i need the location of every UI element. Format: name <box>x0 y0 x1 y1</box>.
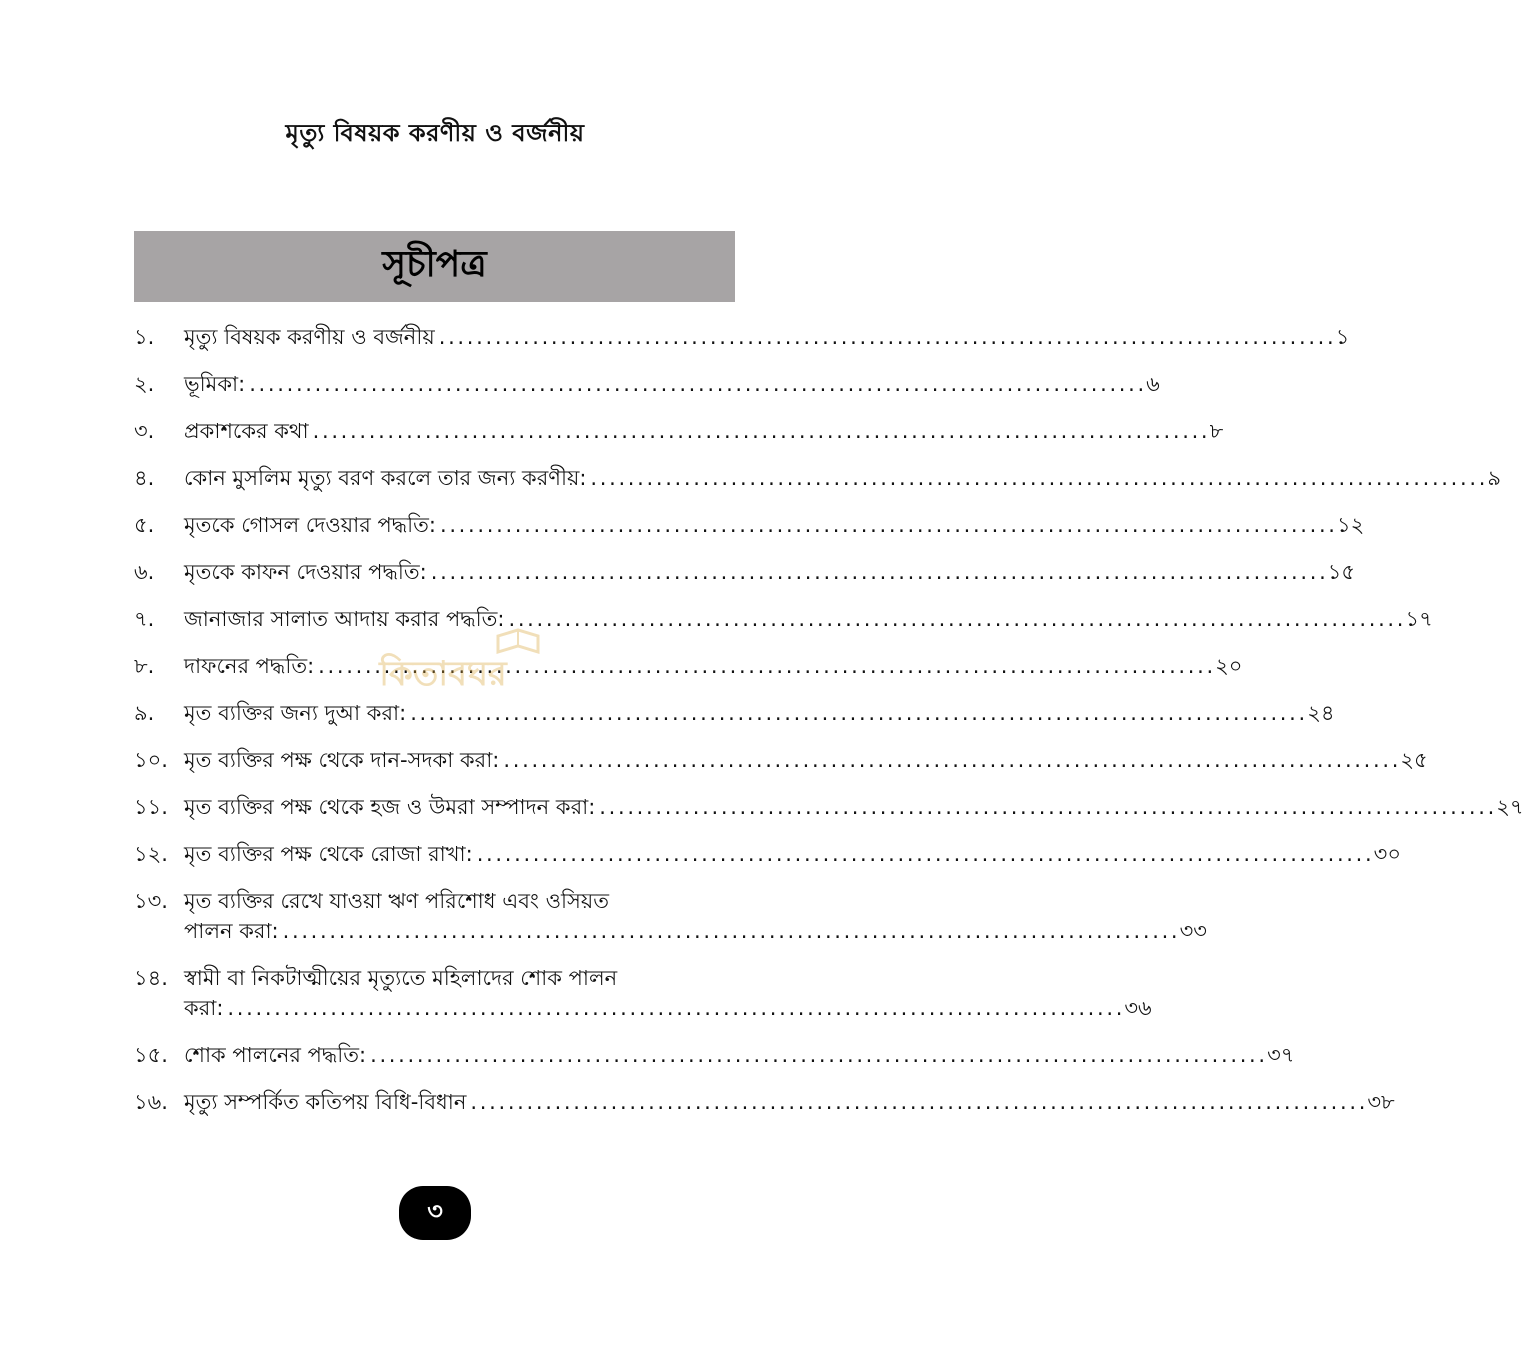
toc-entry-number: ২. <box>134 372 155 396</box>
toc-entry-title-line1: স্বামী বা নিকটাত্মীয়ের মৃত্যুতে মহিলাদের শোক পালন <box>184 966 618 990</box>
toc-entry-page: ৩৮ <box>1367 1090 1395 1114</box>
toc-entry-title: মৃতকে কাফন দেওয়ার পদ্ধতি: <box>184 560 427 584</box>
dot-leader <box>477 839 1370 869</box>
dot-leader <box>410 698 1303 728</box>
toc-entry-page: ৮ <box>1209 419 1224 443</box>
toc-entry-title: জানাজার সালাত আদায় করার পদ্ধতি: <box>184 607 505 631</box>
toc-entry-number: ৮. <box>134 654 155 678</box>
running-head: মৃত্যু বিষয়ক করণীয় ও বর্জনীয় <box>285 119 585 147</box>
toc-entry-number: ১৩. <box>134 889 168 913</box>
dot-leader <box>227 993 1120 1023</box>
toc-entry[interactable] <box>134 416 1224 446</box>
toc-entry-page: ৩৩ <box>1179 919 1207 943</box>
toc-entry[interactable] <box>134 839 1401 869</box>
toc-entry-page: ৩৭ <box>1267 1043 1295 1067</box>
toc-entry-title: প্রকাশকের কথা <box>184 419 309 443</box>
dot-leader <box>599 792 1492 822</box>
toc-entry[interactable] <box>134 792 1524 822</box>
toc-entry-page: ৯ <box>1487 466 1502 490</box>
toc-entry-page: ৩০ <box>1373 842 1401 866</box>
toc-entry-title: দাফনের পদ্ধতি: <box>184 654 315 678</box>
dot-leader <box>503 745 1396 775</box>
toc-entry[interactable] <box>134 1087 1395 1117</box>
toc-entry-title: শোক পালনের পদ্ধতি: <box>184 1043 367 1067</box>
toc-entry-page: ৬ <box>1146 372 1160 396</box>
toc-entry-page: ১ <box>1335 325 1350 349</box>
page-number: ৩ <box>427 1197 443 1225</box>
toc-entry[interactable] <box>134 322 1350 352</box>
dot-leader <box>470 1087 1363 1117</box>
dot-leader <box>508 604 1401 634</box>
toc-entry-number: ৫. <box>134 513 155 537</box>
toc-entry-title: মৃত ব্যক্তির পক্ষ থেকে দান-সদকা করা: <box>184 748 500 772</box>
toc-entry-number: ১২. <box>134 842 168 866</box>
toc-entry-title: করা: <box>184 996 224 1020</box>
toc-entry[interactable] <box>134 369 1160 399</box>
page-number-badge <box>399 1186 471 1240</box>
toc-entry-title: মৃত্যু সম্পর্কিত কতিপয় বিধি-বিধান <box>184 1090 467 1114</box>
toc-entry-page: ১২ <box>1336 513 1365 537</box>
dot-leader <box>249 369 1142 399</box>
toc-entry-title: মৃতকে গোসল দেওয়ার পদ্ধতি: <box>184 513 436 537</box>
dot-leader <box>440 510 1333 540</box>
toc-entry[interactable] <box>134 963 1152 1023</box>
toc-entry-page: ২৭ <box>1496 795 1524 819</box>
toc-entry-number: ৪. <box>134 466 155 490</box>
toc-entry-number: ১১. <box>134 795 168 819</box>
toc-entry-title: মৃত ব্যক্তির পক্ষ থেকে রোজা রাখা: <box>184 842 473 866</box>
toc-entry-title: কোন মুসলিম মৃত্যু বরণ করলে তার জন্য করণীয়: <box>184 466 587 490</box>
toc-entry-title: মৃত্যু বিষয়ক করণীয় ও বর্জনীয় <box>184 325 435 349</box>
toc-title: সূচীপত্র <box>382 243 487 285</box>
dot-leader <box>439 322 1332 352</box>
toc-entry-page: ১৭ <box>1405 607 1433 631</box>
toc-entry-number: ১০. <box>134 748 168 772</box>
toc-entry[interactable] <box>134 886 1207 946</box>
dot-leader <box>313 416 1206 446</box>
watermark-text: কিতাবঘর <box>379 654 507 694</box>
toc-entry-page: ২৪ <box>1307 701 1335 725</box>
toc-entry-number: ৯. <box>134 701 155 725</box>
toc-entry-number: ১. <box>134 325 155 349</box>
toc-entry[interactable] <box>134 510 1365 540</box>
toc-entry-title: মৃত ব্যক্তির পক্ষ থেকে হজ ও উমরা সম্পাদন করা: <box>184 795 596 819</box>
dot-leader <box>431 557 1324 587</box>
toc-entry-number: ১৪. <box>134 966 168 990</box>
toc-banner <box>134 231 735 302</box>
toc-entry-number: ১৬. <box>134 1090 168 1114</box>
dot-leader <box>283 916 1176 946</box>
toc-entry[interactable] <box>134 698 1335 728</box>
toc-entry-number: ৩. <box>134 419 155 443</box>
dot-leader <box>318 651 1211 681</box>
toc-entry-page: ১৫ <box>1327 560 1356 584</box>
toc-entry-number: ৬. <box>134 560 155 584</box>
toc-entry-title: ভূমিকা: <box>184 372 246 396</box>
toc-entry-page: ২৫ <box>1400 748 1428 772</box>
toc-entry[interactable] <box>134 557 1356 587</box>
toc-entry-title-line1: মৃত ব্যক্তির রেখে যাওয়া ঋণ পরিশোধ এবং ওসিয়ত <box>184 889 610 913</box>
toc-entry[interactable] <box>134 745 1428 775</box>
toc-entry-page: ২০ <box>1215 654 1243 678</box>
dot-leader <box>370 1040 1263 1070</box>
toc-entry-title: পালন করা: <box>184 919 279 943</box>
toc-list <box>134 322 1524 1134</box>
toc-entry-number: ১৫. <box>134 1043 168 1067</box>
dot-leader <box>590 463 1483 493</box>
toc-entry[interactable] <box>134 604 1433 634</box>
toc-entry-title: মৃত ব্যক্তির জন্য দুআ করা: <box>184 701 407 725</box>
toc-entry-number: ৭. <box>134 607 155 631</box>
toc-entry[interactable] <box>134 1040 1295 1070</box>
toc-entry[interactable] <box>134 463 1502 493</box>
toc-entry[interactable] <box>134 651 1243 681</box>
toc-entry-page: ৩৬ <box>1124 996 1152 1020</box>
